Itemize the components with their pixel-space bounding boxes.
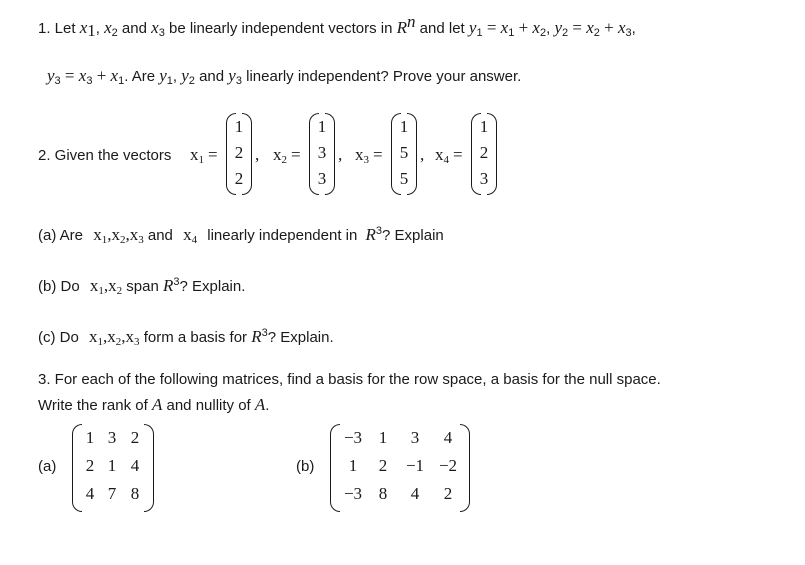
equals: =: [568, 18, 587, 37]
q3-line2: [38, 395, 269, 415]
sub-1: 1: [118, 75, 125, 87]
var-y: y: [47, 66, 55, 85]
sub-index: 4: [443, 154, 449, 166]
vector-entry: 2: [234, 143, 244, 162]
matrix-cell: 3: [107, 428, 117, 447]
equals: =: [453, 145, 463, 164]
var-y: y: [181, 66, 189, 85]
part-c-label: (c) Do: [38, 329, 79, 346]
matrix-cell: 2: [130, 428, 140, 447]
matrix-a: [72, 424, 154, 512]
var-x: x: [110, 66, 119, 85]
plus: +: [599, 18, 618, 37]
part-c-end: ? Explain.: [267, 329, 334, 346]
vector-entry: 1: [399, 117, 409, 136]
sub-3: 3: [235, 75, 242, 87]
sub-2: 2: [115, 336, 122, 348]
sub-1: 1: [508, 27, 515, 39]
part-b-text: span: [126, 278, 159, 295]
matrix-b: [330, 424, 470, 512]
var-x: x: [107, 327, 116, 346]
sub-3: 3: [86, 75, 93, 87]
sub-index: 1: [198, 154, 204, 166]
matrix-cell: 4: [443, 428, 453, 447]
q3-line1: 3. For each of the following matrices, find a basis for the row space, a basis for the null space.: [38, 371, 661, 388]
q1-text: . Are: [124, 68, 160, 85]
sub-1: 1: [476, 27, 483, 39]
vector-entry: 5: [399, 169, 409, 188]
matrix-cell: 4: [130, 456, 140, 475]
comma: ,: [546, 20, 555, 37]
vector-label-x4: [435, 145, 463, 166]
matrix-cell: 2: [443, 484, 453, 503]
var-A: A: [254, 395, 266, 414]
q3-text: Write the rank of: [38, 397, 152, 414]
vec-list: [93, 225, 144, 244]
column-vector-x4: [471, 113, 497, 195]
sub-2: 2: [188, 75, 195, 87]
vector-entry: 1: [234, 117, 244, 136]
sub-3: 3: [625, 27, 632, 39]
equals: =: [291, 145, 301, 164]
sub-2: 2: [116, 285, 123, 297]
comma: ,: [420, 145, 425, 164]
equals: =: [482, 18, 501, 37]
matrix-a-label: (a): [38, 458, 57, 475]
q2-part-a: [38, 225, 444, 246]
column-vector-x1: [226, 113, 252, 195]
var-x: x: [586, 18, 594, 37]
vector-label-x3: [355, 145, 383, 166]
var-x: x: [617, 18, 626, 37]
matrix-cell: 2: [85, 456, 95, 475]
sub-1: 1: [98, 285, 104, 297]
comma: ,: [103, 327, 108, 346]
comma: ,: [255, 145, 260, 164]
sub-index: 3: [363, 154, 369, 166]
plus: +: [92, 66, 111, 85]
sup-3: 3: [173, 276, 180, 288]
comma: ,: [172, 68, 182, 85]
sub-2: 2: [111, 27, 118, 39]
var-x: x: [355, 145, 364, 164]
sub-2: 2: [539, 27, 547, 39]
q1-line1: [38, 12, 636, 41]
sup-n: n: [407, 12, 416, 31]
var-R: R: [251, 327, 262, 346]
vec-list: [90, 276, 122, 295]
var-x1: x: [79, 18, 88, 37]
vector-entry: 2: [234, 169, 244, 188]
var-x: x: [183, 225, 192, 244]
matrix-cell: −2: [438, 456, 458, 475]
sub-index: 2: [281, 154, 287, 166]
part-b-label: (b) Do: [38, 278, 80, 295]
comma: ,: [631, 20, 636, 37]
comma: ,: [103, 276, 109, 295]
part-a-label: (a) Are: [38, 227, 84, 244]
vec-x4: [183, 225, 197, 244]
plus: +: [514, 18, 533, 37]
part-a-end: ? Explain: [382, 227, 444, 244]
comma: ,: [338, 145, 343, 164]
q1-text: linearly independent? Prove your answer.: [241, 68, 522, 85]
and-word: and: [147, 227, 173, 244]
var-y: y: [159, 66, 167, 85]
q1-text: be linearly independent vectors in: [164, 20, 397, 37]
vector-entry: 3: [479, 169, 489, 188]
part-c-text: form a basis for: [143, 329, 248, 346]
var-y: y: [554, 18, 562, 37]
matrix-cell: 3: [410, 428, 420, 447]
var-x: x: [111, 225, 120, 244]
vector-entry: 5: [399, 143, 409, 162]
var-x: x: [532, 18, 540, 37]
vector-entry: 3: [317, 143, 327, 162]
var-x: x: [500, 18, 509, 37]
vector-entry: 2: [479, 143, 489, 162]
sub-1: 1: [166, 75, 173, 87]
q3-text: .: [265, 397, 270, 414]
q3-text: and nullity of: [162, 397, 255, 414]
matrix-cell: −3: [343, 428, 363, 447]
comma: ,: [95, 20, 105, 37]
column-vector-x2: [309, 113, 335, 195]
q2-part-b: [38, 276, 245, 297]
sup-3: 3: [261, 327, 268, 339]
matrix-cell: 7: [107, 484, 117, 503]
sub-1: 1: [101, 234, 108, 246]
q2-intro: 2. Given the vectors: [38, 147, 172, 164]
comma: ,: [121, 327, 126, 346]
matrix-cell: 1: [378, 428, 388, 447]
sub-3: 3: [54, 75, 61, 87]
vector-label-x1: [190, 145, 218, 166]
var-y: y: [228, 66, 236, 85]
matrix-cell: 2: [378, 456, 388, 475]
column-vector-x3: [391, 113, 417, 195]
comma: ,: [125, 225, 130, 244]
sub-1: 1: [87, 21, 96, 40]
var-x: x: [89, 327, 98, 346]
sub-3: 3: [134, 336, 140, 348]
var-R: R: [365, 225, 376, 244]
sub-3: 3: [138, 234, 144, 246]
var-x: x: [93, 225, 102, 244]
var-x: x: [89, 276, 99, 295]
var-x3: x: [151, 18, 159, 37]
var-x: x: [78, 66, 87, 85]
sub-2: 2: [561, 27, 569, 39]
and-word: and: [194, 68, 229, 85]
matrix-cell: 8: [130, 484, 140, 503]
vector-entry: 1: [479, 117, 489, 136]
comma: ,: [107, 225, 112, 244]
q1-text: 1. Let: [38, 20, 80, 37]
var-A: A: [151, 395, 163, 414]
var-y: y: [468, 18, 477, 37]
var-x: x: [190, 145, 199, 164]
matrix-cell: −3: [343, 484, 363, 503]
vector-label-x2: [273, 145, 301, 166]
part-a-text: linearly independent in: [207, 227, 358, 244]
matrix-cell: 1: [85, 428, 95, 447]
matrix-cell: 4: [85, 484, 95, 503]
matrix-cell: 8: [378, 484, 388, 503]
var-x: x: [435, 145, 444, 164]
sub-2: 2: [119, 234, 126, 246]
var-R: R: [396, 18, 408, 37]
q1-line2: [47, 66, 521, 87]
sub-1: 1: [97, 336, 104, 348]
q1-text: and let: [415, 20, 469, 37]
sub-2: 2: [593, 27, 600, 39]
matrix-cell: 1: [348, 456, 358, 475]
sub-3: 3: [158, 27, 165, 39]
vector-entry: 3: [317, 169, 327, 188]
var-R: R: [162, 276, 174, 295]
equals: =: [373, 145, 383, 164]
var-x: x: [125, 327, 135, 346]
part-b-end: ? Explain.: [179, 278, 246, 295]
var-x: x: [129, 225, 139, 244]
var-x: x: [273, 145, 282, 164]
q2-part-c: [38, 327, 334, 348]
matrix-b-label: (b): [296, 458, 315, 475]
sub-4: 4: [191, 234, 198, 246]
sup-3: 3: [375, 225, 383, 237]
vector-entry: 1: [317, 117, 327, 136]
vec-list: [89, 327, 140, 346]
matrix-cell: 1: [107, 456, 117, 475]
var-x: x: [108, 276, 117, 295]
and-word: and: [117, 20, 152, 37]
matrix-cell: −1: [405, 456, 425, 475]
matrix-cell: 4: [410, 484, 420, 503]
var-x2: x: [104, 18, 112, 37]
equals: =: [60, 66, 79, 85]
equals: =: [208, 145, 218, 164]
